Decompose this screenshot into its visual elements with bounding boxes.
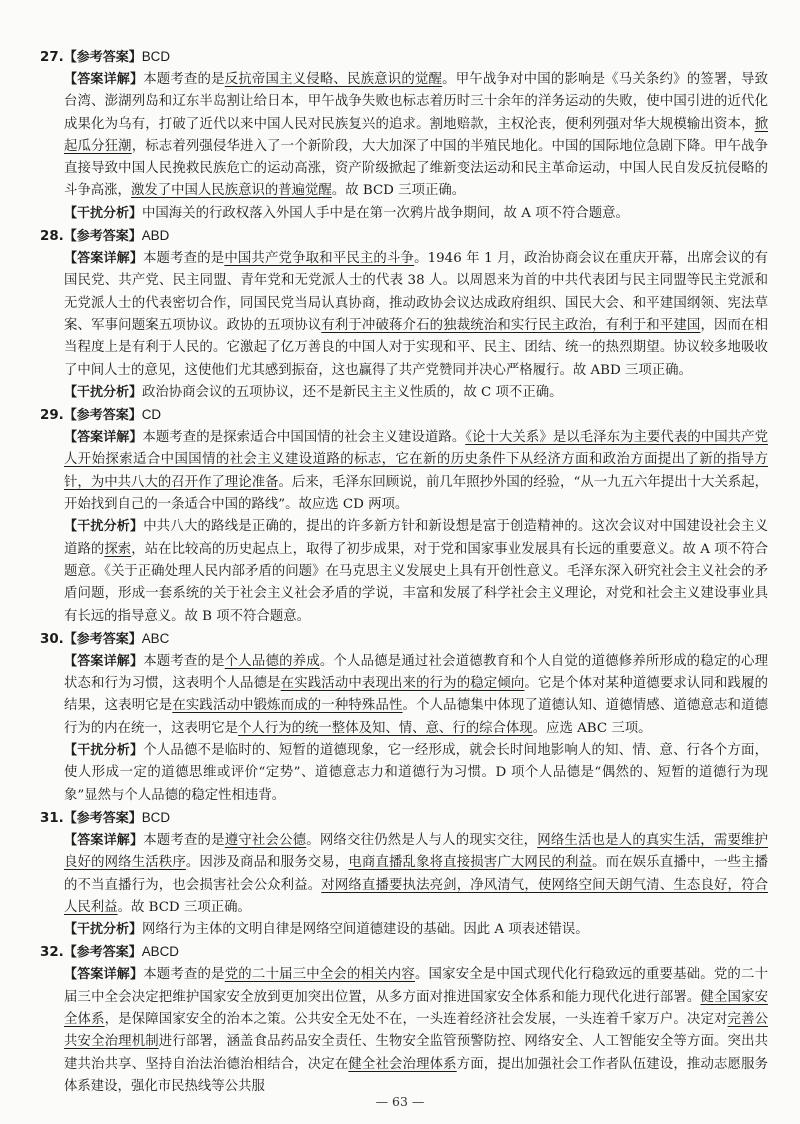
underlined-text: 遵守社会公德 [224, 832, 307, 848]
section-label: 【答案详解】 [64, 251, 143, 267]
body-text: 本题考查的是 [143, 72, 225, 87]
section-label: 【干扰分析】 [64, 384, 143, 400]
body-text: 网络行为主体的文明自律是网络空间道德建设的基础。因此 A 项表述错误。 [142, 922, 589, 938]
underlined-text: 健全社会治理体系 [348, 1056, 457, 1072]
underlined-text: 掀起瓜分狂潮 [64, 116, 768, 154]
underlined-text: 在实践活动中表现出来的行为的稳定倾向 [280, 676, 525, 692]
answer-detail [64, 69, 768, 203]
answer-detail [64, 964, 768, 1098]
question-number: 32. [40, 945, 64, 961]
section-label: 【答案详解】 [64, 430, 143, 446]
body-text: ，因而在相当程度上是有利于人民的。它激起了亿万善良的中国人对于实现和平、民主、团结、统一的热烈期望。协议较多地吸收了中间人士的意见，这使他们尤其感到振奋，这也赢得了共产党赞同并决心严格履行。故 ABD 三项正确。 [64, 317, 769, 378]
question-header [40, 941, 768, 964]
question-number: 28. [40, 229, 64, 245]
body-text: 。应选 ABC 三项。 [532, 720, 652, 736]
body-text: 。1946 年 1 月，政治协商会议在重庆开幕，出席会议的有国民党、共产党、民主同盟、青年党和无党派人士的代表 38 人。以周恩来为首的中共代表团与民主同盟等民主党派和无党派人士的代表密切合作，同国民党当局认真协商，推动政协会议达成政府组织、国民大会、和平建国纲领、宪法草案、军事问题案五项协议。政协的五项协议 [64, 251, 768, 333]
body-text: ，站在比较高的历史起点上，取得了初步成果，对于党和国家事业发展具有长远的重要意义。故 A 项不符合题意。《关于正确处理人民内部矛盾的问题》在马克思主义发展史上具有开创性意义。毛泽东深入研究社会主义社会的矛盾问题，形成一套系统的关于社会主义社会矛盾的学说，丰富和发展了科学社会主义理论，对党和社会主义建设事业具有长远的指导意义。故 B 项不符合题意。 [64, 541, 769, 624]
question-block [40, 628, 768, 807]
underlined-text: 对网络直播要执法亮剑，净风清气，使网络空间天朗气清、生态良好，符合人民利益 [64, 877, 769, 915]
body-text: 中共八大的路线是正确的，提出的许多新方针和新设想是富于创造精神的。这次会议对中国建设社会主义道路的 [64, 519, 768, 557]
body-text: 方面，提出加强社会工作者队伍建设，推动志愿服务体系建设，强化市民热线等公共服 [64, 1056, 769, 1094]
question-header [40, 404, 768, 427]
section-label: 【答案详解】 [64, 967, 144, 983]
question-header [40, 807, 768, 830]
section-label: 【干扰分析】 [64, 205, 143, 221]
body-text: 进行部署，涵盖食品药品安全责任、生物安全监管预警防控、网络安全、人工智能安全等方面。突出共建共治共享、坚持自治法治德治相结合，决定在 [64, 1034, 769, 1072]
question-header [40, 628, 768, 651]
distractor-analysis [64, 203, 768, 225]
body-text: 本题考查的是 [143, 967, 225, 983]
underlined-text: 个人品德的养成 [224, 653, 320, 669]
body-text: 。网络交往仍然是人与人的现实交往， [306, 832, 538, 848]
underlined-text: 中国共产党争取和平民主的斗争 [224, 251, 415, 267]
body-text: 。后来，毛泽东回顾说，前几年照抄外国的经验，“从一九五六年提出十大关系起，开始找到自己的一条适合中国的路线”。故应选 CD 两项。 [64, 474, 769, 513]
section-label: 【干扰分析】 [64, 922, 143, 938]
question-number: 31. [40, 810, 64, 826]
reference-answer-label: 【参考答案】 [63, 631, 142, 647]
underlined-text: 有利于冲破蒋介石的独裁统治和实行民主政治，有利于和平建国 [321, 317, 701, 333]
reference-answer-value: CD [141, 407, 162, 423]
reference-answer-value: BCD [141, 809, 171, 825]
section-label: 【答案详解】 [64, 72, 144, 87]
reference-answer-label: 【参考答案】 [63, 945, 142, 961]
underlined-text: 健全国家安全体系 [64, 989, 769, 1027]
body-text: 。它是个体对某种道德要求认同和践履的结果，这表明它是 [64, 676, 769, 714]
body-text: 。甲午战争对中国的影响是《马关条约》的签署，导致台湾、澎湖列岛和辽东半岛割让给日本，甲午战争失败也标志着历时三十余年的洋务运动的失败，使中国引进的近代化成果化为乌有，打破了近代以来中国人民对民族复兴的追求。割地赔款，主权沦丧，便利列强对华大规模输出资本， [64, 72, 769, 132]
distractor-analysis [64, 382, 768, 404]
underlined-text: 个人行为的统一整体及知、情、意、行的综合体现 [238, 720, 533, 736]
body-text: 中国海关的行政权落入外国人手中是在第一次鸦片战争期间，故 A 项不符合题意。 [142, 205, 629, 221]
body-text: 本题考查的是 [143, 251, 225, 267]
answer-detail [64, 427, 768, 516]
distractor-analysis [64, 919, 768, 941]
reference-answer-label: 【参考答案】 [63, 229, 142, 245]
answer-content [40, 46, 768, 1098]
section-label: 【干扰分析】 [64, 519, 144, 535]
reference-answer-value: BCD [141, 49, 171, 64]
body-text: 政治协商会议的五项协议，还不是新民主主义性质的，故 C 项不正确。 [142, 384, 563, 400]
question-block [40, 941, 768, 1098]
section-label: 【答案详解】 [64, 653, 144, 669]
body-text: 。而在娱乐直播中，一些主播的不当直播行为，也会损害社会公众利益。 [64, 855, 769, 893]
reference-answer-label: 【参考答案】 [63, 810, 142, 826]
reference-answer-value: ABCD [141, 944, 179, 960]
underlined-text: 党的二十届三中全会的相关内容 [224, 967, 415, 983]
section-label: 【干扰分析】 [64, 743, 144, 759]
underlined-text: 电商直播乱象将直接损害广大网民的利益 [348, 855, 593, 871]
reference-answer-label: 【参考答案】 [63, 408, 142, 424]
body-text: 。个人品德是通过社会道德教育和个人自觉的道德修养所形成的稳定的心理状态和行为习惯，这表明个人品德是 [64, 653, 769, 692]
body-text: 本题考查的是 [143, 832, 225, 848]
question-number: 27. [40, 50, 64, 65]
question-block [40, 46, 768, 225]
question-header [40, 46, 768, 69]
reference-answer-label: 【参考答案】 [63, 50, 142, 65]
underlined-text: 激发了中国人民族意识的普遍觉醒 [130, 183, 332, 199]
section-label: 【答案详解】 [64, 832, 144, 848]
body-text: 个人品德不是临时的、短暂的道德现象，它一经形成，就会长时间地影响人的知、情、意、行各个方面，使人形成一定的道德思维或评价“定势”、道德意志力和道德行为习惯。D 项个人品德是“偶然的、短暂的道德行为现象”显然与个人品德的稳定性相违背。 [64, 743, 768, 803]
body-text: 本题考查的是 [143, 653, 225, 669]
body-text: 。国家安全是中国式现代化行稳致远的重要基础。党的二十届三中全会决定把维护国家安全放到更加突出位置，从多方面对推进国家安全体系和能力现代化进行部署。 [64, 967, 769, 1005]
question-header [40, 225, 768, 248]
distractor-analysis [64, 740, 768, 807]
question-number: 30. [40, 631, 64, 647]
question-block [40, 225, 768, 404]
question-number: 29. [40, 408, 64, 424]
question-block [40, 807, 768, 941]
body-text: 。因涉及商品和服务交易， [185, 855, 349, 871]
reference-answer-value: ABC [141, 630, 170, 646]
body-text: ，是保障国家安全的治本之策。公共安全无处不在，一头连着经济社会发展，一头连着千家万户。决定对 [104, 1011, 728, 1027]
answer-detail [64, 248, 768, 382]
underlined-text: 在实践活动中锻炼而成的一种特殊品性 [172, 698, 403, 714]
page-number: — 63 — [375, 1094, 425, 1109]
body-text: ，标志着列强侵华进入了一个新阶段，大大加深了中国的半殖民地化。中国的国际地位急剧下降。甲午战争直接导致中国人民挽救民族危亡的运动高涨，资产阶级掀起了维新变法运动和民主革命运动，中国人民自发反抗侵略的斗争高涨， [64, 138, 769, 199]
underlined-text: 探索 [104, 541, 132, 557]
body-text: 。个人品德集中体现了道德认知、道德情感、道德意志和道德行为的内在统一，这表明它是 [64, 698, 769, 736]
reference-answer-value: ABD [141, 228, 170, 244]
answer-detail [64, 651, 768, 740]
underlined-text: 完善公共安全治理机制 [64, 1011, 769, 1050]
distractor-analysis [64, 516, 768, 627]
body-text: 本题考查的是探索适合中国国情的社会主义建设道路。 [142, 430, 466, 446]
question-block [40, 404, 768, 628]
underlined-text: 《论十大关系》是以毛泽东为主要代表的中国共产党人开始探索适合中国国情的社会主义建设道路的标志，它在新的历史条件下从经济方面和政治方面提出了新的指导方针，为中共八大的召开作了理论准备 [64, 430, 768, 490]
body-text: 。故 BCD 三项正确。 [117, 899, 251, 915]
body-text: 。故 BCD 三项正确。 [331, 183, 466, 199]
answer-detail [64, 830, 768, 919]
underlined-text: 网络生活也是人的真实生活，需要维护良好的网络生活秩序 [64, 832, 769, 871]
underlined-text: 反抗帝国主义侵略、民族意识的觉醒 [224, 72, 443, 87]
